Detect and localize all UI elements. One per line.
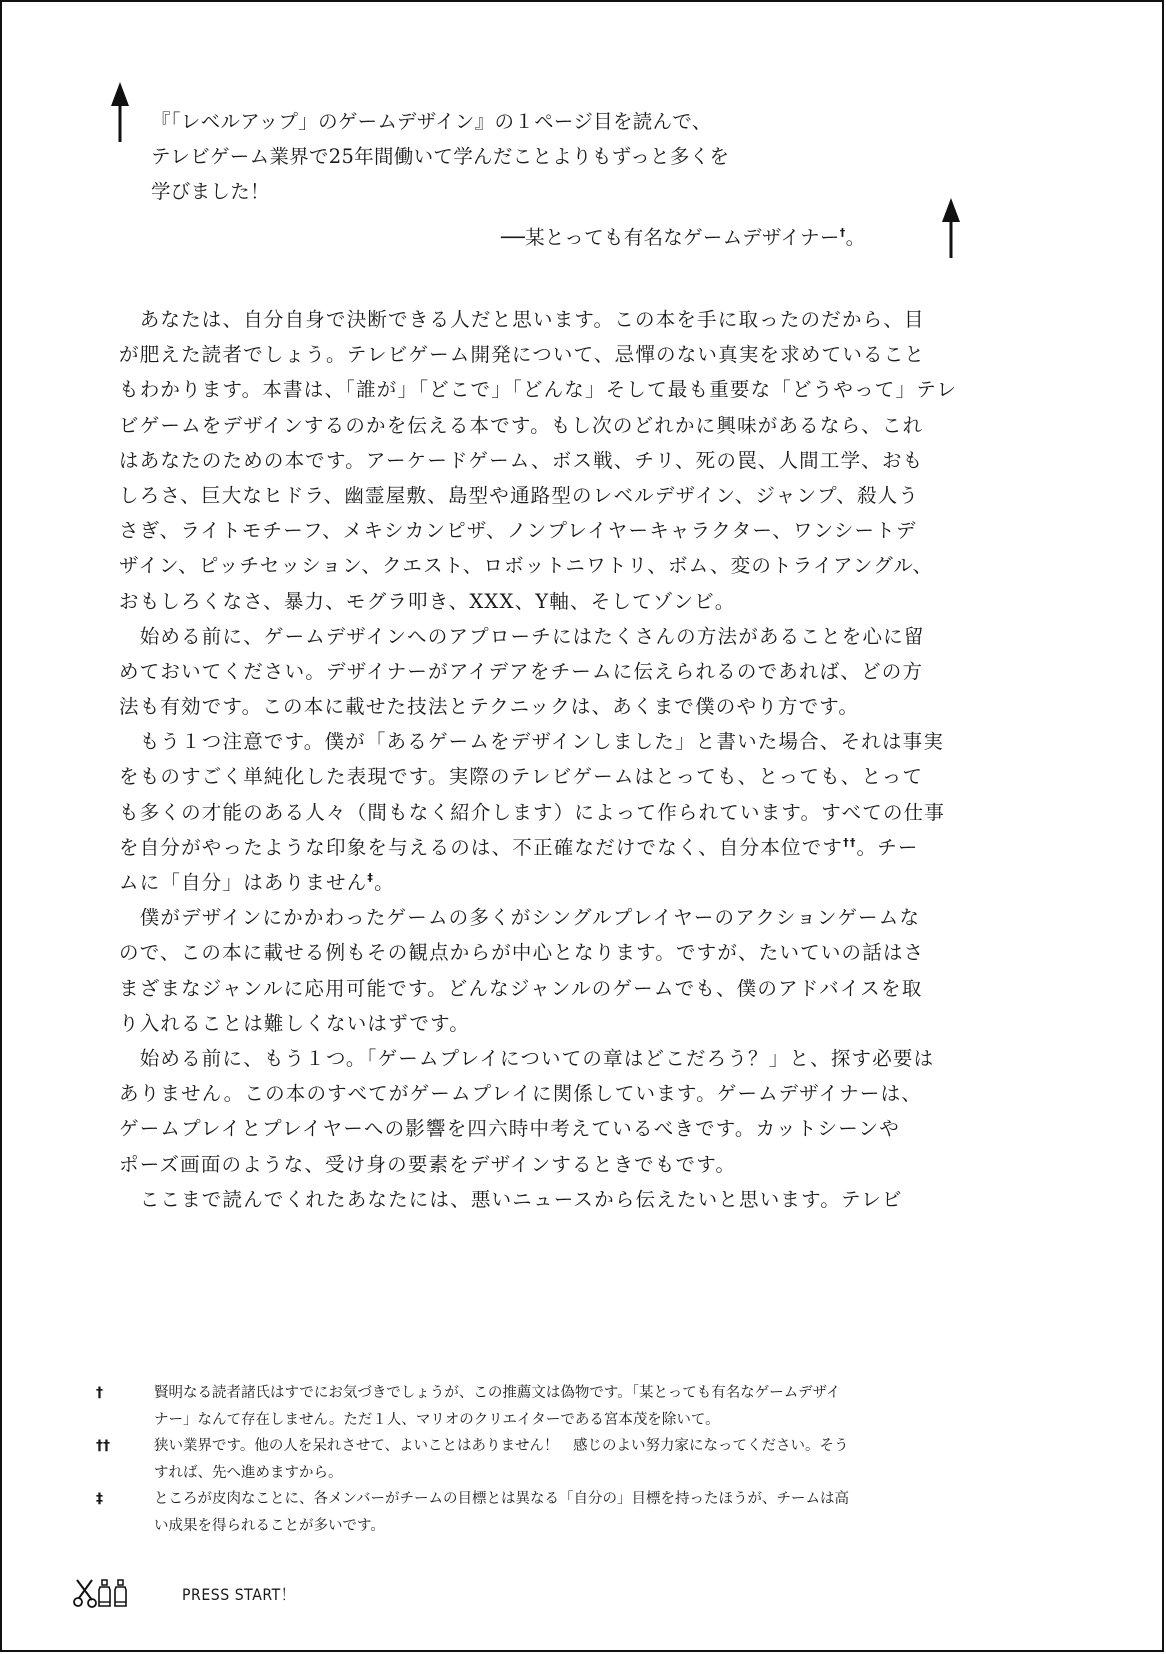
- footnote-line: ナー」なんて存在しません。ただ１人、マリオのクリエイターである宮本茂を除いて。: [154, 1411, 720, 1428]
- body-line: が肥えた読者でしょう。テレビゲーム開発について、忌憚のない真実を求めていること: [119, 343, 926, 367]
- body-line: さぎ、ライトモチーフ、メキシカンピザ、ノンプレイヤーキャラクター、ワンシートデ: [119, 519, 917, 543]
- body-line: ポーズ画面のような、受け身の要素をデザインするときでもです。: [119, 1152, 737, 1176]
- body-text: [119, 302, 987, 1217]
- body-line: しろさ、巨大なヒドラ、幽霊屋敷、島型や通路型のレベルデザイン、ジャンプ、殺人う: [119, 483, 920, 507]
- body-line: ザイン、ピッチセッション、クエスト、ロボットニワトリ、ボム、変のトライアングル、: [119, 554, 934, 578]
- body-line: り入れることは難しくないはずです。: [119, 1011, 470, 1035]
- attribution-text: ──某とっても有名なゲームデザイナー: [501, 226, 840, 249]
- epigraph-line: 『「レベルアップ」のゲームデザイン』の１ページ目を読んで、: [151, 110, 712, 133]
- body-line: もわかります。本書は、「誰が」「どこで」「どんな」そして最も重要な「どうやって」テレ: [119, 378, 958, 402]
- footnote-line: すれば、先へ進めますから。: [154, 1464, 343, 1481]
- body-line: まざまなジャンルに応用可能です。どんなジャンルのゲームでも、僕のアドバイスを取: [119, 976, 923, 1000]
- up-arrow-icon: [941, 198, 961, 258]
- footnote-line: 賢明なる読者諸氏はすでにお気づきでしょうが、この推薦文は偽物です。「某とっても有名なゲームデザイ: [154, 1385, 841, 1401]
- running-head: PRESS START！: [182, 1585, 296, 1604]
- up-arrow-icon: [110, 82, 130, 142]
- attribution-period: 。: [845, 226, 866, 249]
- body-line: めておいてください。デザイナーがアイデアをチームに伝えられるのであれば、どの方: [119, 659, 924, 683]
- footnote-line: ところが皮肉なことに、各メンバーがチームの目標とは異なる「自分の」目標を持ったほうが、チームは高: [154, 1491, 849, 1507]
- footnote-ref-double-dagger[interactable]: ‡: [367, 871, 375, 884]
- body-line: はあなたのための本です。アーケードゲーム、ボス戦、チリ、死の罠、人間工学、おも: [119, 448, 924, 472]
- body-line-text: ムに「自分」はありません: [119, 871, 368, 894]
- footnote-ref-double-dagger-pair[interactable]: ††: [843, 835, 857, 849]
- body-line: [119, 830, 987, 865]
- page-number: [73, 1577, 133, 1609]
- footnote-ref-dagger[interactable]: †: [839, 226, 846, 239]
- scissors-bottles-page-number-icon: [73, 1578, 133, 1608]
- body-line: も多くの才能のある人々（間もなく紹介します）によって作られています。すべての仕事: [119, 800, 946, 824]
- body-line: ゲームプレイとプレイヤーへの影響を四六時中考えているべきです。カットシーンや: [119, 1117, 900, 1141]
- body-line: 始める前に、もう１つ。「ゲームプレイについての章はどこだろう？」と、探す必要は: [119, 1046, 935, 1070]
- footnote-mark: ††: [96, 1438, 110, 1454]
- footnotes: [92, 1380, 992, 1539]
- body-line-tail: 。チー: [856, 835, 919, 859]
- epigraph-attribution: [501, 220, 865, 255]
- epigraph-line: 学びました！: [151, 180, 270, 203]
- epigraph-line: テレビゲーム業界で25年間働いて学んだことよりもずっと多くを: [151, 145, 730, 168]
- body-line: 始める前に、ゲームデザインへのアプローチにはたくさんの方法があることを心に留: [119, 624, 925, 648]
- body-line: おもしろくなさ、暴力、モグラ叩き、XXX、Y軸、そしてゾンビ。: [119, 589, 736, 613]
- body-line: ここまで読んでくれたあなたには、悪いニュースから伝えたいと思います。テレビ: [119, 1187, 903, 1211]
- body-line-text: を自分がやったような印象を与えるのは、不正確なだけでなく、自分本位です: [119, 835, 844, 859]
- epigraph-quote: [151, 104, 931, 249]
- footnote-double-dagger: [92, 1486, 992, 1539]
- footnote-line: 狭い業界です。他の人を呆れさせて、よいことはありません！ 感じのよい努力家になってください。そう: [154, 1438, 849, 1454]
- footnote-mark: ‡: [96, 1491, 103, 1507]
- footnote-double-dagger-pair: [92, 1433, 992, 1486]
- body-line: をものすごく単純化した表現です。実際のテレビゲームはとっても、とっても、とって: [119, 765, 924, 789]
- body-line: ありません。この本のすべてがゲームプレイに関係しています。ゲームデザイナーは、: [119, 1082, 923, 1106]
- footnote-mark: †: [96, 1385, 103, 1401]
- body-line: 僕がデザインにかかわったゲームの多くがシングルプレイヤーのアクションゲームな: [119, 906, 921, 930]
- body-line: [119, 865, 987, 900]
- body-line: 法も有効です。この本に載せた技法とテクニックは、あくまで僕のやり方です。: [119, 695, 860, 719]
- body-line: ビゲームをデザインするのかを伝える本です。もし次のどれかに興味があるなら、これ: [119, 413, 924, 437]
- body-line: ので、この本に載せる例もその観点からが中心となります。ですが、たいていの話はさ: [119, 941, 925, 965]
- body-line: あなたは、自分自身で決断できる人だと思います。この本を手に取ったのだから、目: [119, 308, 925, 331]
- footnote-line: い成果を得られることが多いです。: [154, 1517, 385, 1534]
- footnote-dagger: [92, 1380, 992, 1433]
- body-line: もう１つ注意です。僕が「あるゲームをデザインしました」と書いた場合、それは事実: [119, 730, 945, 754]
- body-line-tail: 。: [374, 871, 395, 894]
